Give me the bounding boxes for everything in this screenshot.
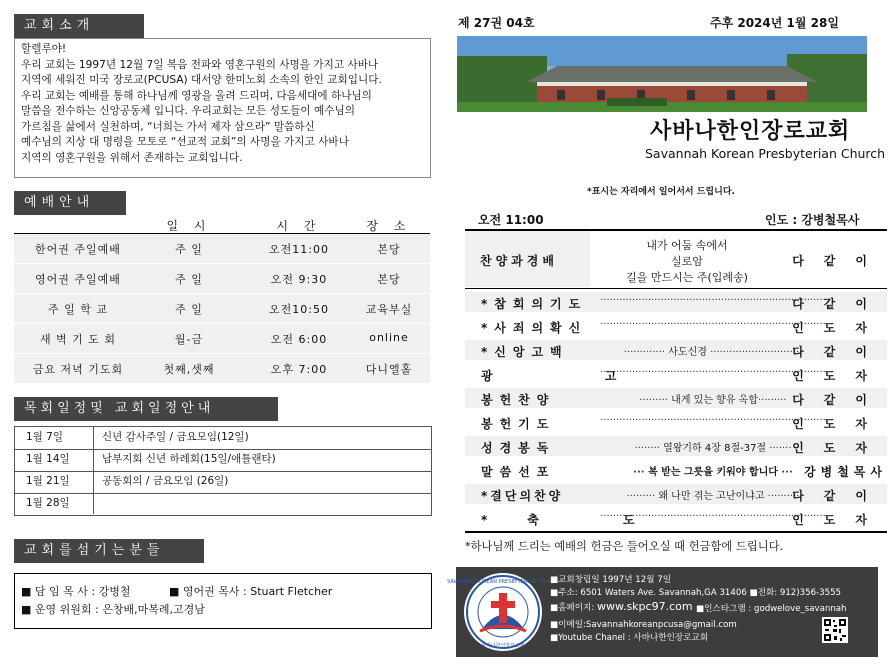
order-mid: ········· 내게 있는 향유 옥합········· (639, 395, 787, 406)
order-name: 성경봉독 (481, 441, 556, 455)
service-day: 주 일 (175, 303, 203, 316)
order-mid-text: 사도신경 (668, 347, 707, 358)
order-name: 광 고 (481, 369, 671, 383)
instagram-line: ■인스타그램 : godwelove_savannah (696, 604, 847, 614)
order-leader-dots: ······································································· (600, 367, 826, 378)
event-date: 1월 7일 (14, 426, 94, 448)
order-name: *축 도 (481, 513, 675, 527)
order-row (465, 508, 887, 528)
intro-box (14, 38, 431, 178)
order-person: 강병철목사 (804, 465, 887, 479)
homepage-link[interactable]: www.skpc97.com (596, 600, 693, 613)
service-name: 한어권 주일예배 (35, 243, 121, 256)
homepage-line (550, 600, 693, 613)
col-place: 장 소 (366, 219, 412, 233)
intro-line: 우리 교회는 1997년 12월 7일 복음 전파와 영혼구원의 사명을 가지고 사바나 (21, 58, 379, 71)
service-day: 월-금 (174, 333, 204, 346)
service-time: 오전11:00 (269, 243, 329, 256)
intro-header: 교회소개 (14, 14, 144, 38)
worship-columns (14, 217, 430, 233)
service-name: 금요 저녁 기도회 (32, 363, 124, 376)
worship-row (14, 264, 430, 293)
qr-code-image (822, 617, 848, 643)
committee-line: ■ 운영 위원회 : 은창배,마복례,고경남 (21, 603, 205, 616)
service-name: 새 벽 기 도 회 (39, 333, 117, 346)
order-leader-dots: ······································································· (600, 415, 826, 426)
order-person: 다같이 (792, 297, 887, 311)
order-mid-text: 왜 나만 겪는 고난이냐고 (658, 491, 765, 502)
order-name: 봉헌기도 (481, 417, 556, 431)
event-row (14, 426, 430, 448)
founded-line: ■교회창립일 1997년 12월 7일 (550, 575, 672, 585)
volume-number: 제 27권 04호 (458, 16, 535, 30)
order-mid-text: 복 받는 그릇을 키워야 합니다 (648, 467, 778, 478)
order-row (465, 364, 887, 384)
service-place: 다니엘홀 (365, 363, 413, 376)
pastor-line: ■ 담 임 목 사 : 강병철 (21, 585, 131, 598)
intro-line: 가르침을 삶에서 실천하며, “너희는 가서 제자 삼으라” 말씀하신 (21, 120, 315, 133)
order-leader-dots: ······································································· (600, 511, 826, 522)
event-text: 남부지회 신년 하례회(15일/애틀랜타) (102, 453, 276, 465)
order-name: *참회의기도 (481, 297, 588, 311)
event-date: 1월 21일 (14, 470, 94, 492)
order-leader-dots: ······································································· (600, 295, 826, 306)
service-time: 오전 9:30 (270, 273, 328, 286)
order-name: 봉헌찬양 (481, 393, 556, 407)
order-row (465, 484, 887, 504)
service-place: 본당 (377, 243, 401, 256)
praise-song: 실로암 (671, 255, 703, 268)
order-row (465, 388, 887, 408)
church-name-en: Savannah Korean Presbyterian Church (645, 146, 886, 161)
order-person: 인도자 (792, 513, 887, 527)
order-person: 인도자 (792, 321, 887, 335)
intro-line: 지역의 영혼구원을 위해서 존재하는 교회입니다. (21, 151, 243, 164)
youtube-line: ■Youtube Chanel : 사바나한인장로교회 (550, 633, 709, 643)
worship-row (14, 354, 430, 383)
order-person: 인도자 (792, 441, 887, 455)
intro-line: 예수님의 지상 대 명령을 모토로 “선교적 교회”의 사명을 가지고 사바나 (21, 136, 349, 148)
order-mid-text: 열왕기하 4장 8절-37절 (663, 443, 767, 454)
church-photo (457, 36, 867, 112)
event-text: 신년 감사주일 / 금요모임(12일) (102, 431, 249, 443)
intro-line: 우리 교회는 예배를 통해 하나님께 영광을 올려 드리며, 다음세대에 하나님의 (21, 89, 372, 102)
order-leader-dots: ······································································· (600, 319, 826, 330)
order-row (465, 340, 887, 360)
intro-text (15, 39, 430, 169)
order-row (465, 316, 887, 336)
order-mid: ········ 열왕기하 4장 8절-37절 ······· (634, 443, 792, 454)
praise-person: 다같이 (792, 254, 887, 268)
service-place: 본당 (377, 273, 401, 286)
email-line[interactable]: ■이메일:Savannahkoreanpcusa@gmail.com (550, 620, 737, 630)
service-leader: 인도 : 강병철목사 (765, 213, 860, 227)
event-row (14, 448, 430, 470)
service-day: 주 일 (175, 243, 203, 256)
order-bottom-rule (465, 531, 887, 533)
service-place: online (369, 331, 409, 344)
order-name: 말씀선포 (481, 465, 556, 479)
order-mid-text: 내게 있는 향유 옥합 (671, 395, 758, 406)
seal-text: SAVANNAH KOREAN PRESBYTERIAN CHURCH (447, 579, 559, 585)
service-name: 영어권 주일예배 (35, 273, 121, 286)
intro-line: 지역에 세워진 미국 장로교(PCUSA) 대서양 한미노회 소속의 한인 교회입니다. (21, 74, 382, 86)
col-day: 일 시 (166, 219, 212, 233)
praise-bottom-rule (465, 288, 887, 289)
praise-song: 길을 만드시는 주(입례송) (626, 271, 748, 284)
service-place: 교육부실 (365, 303, 413, 316)
church-seal-logo (447, 571, 559, 653)
praise-song: 내가 어둠 속에서 (646, 239, 728, 252)
address-line: ■주소: 6501 Waters Ave. Savannah,GA 31406 ■전화: 912)356-3555 (550, 588, 842, 598)
servants-header: 교회를섬기는분들 (14, 539, 204, 563)
order-row (465, 436, 887, 456)
service-time: 오전10:50 (269, 303, 329, 316)
order-mid: ··· 복 받는 그릇을 키워야 합니다 ··· (633, 467, 793, 478)
servants-box (14, 573, 432, 629)
church-info-footer (447, 567, 878, 657)
order-row (465, 412, 887, 432)
order-mid: ············· 사도신경 ····························· (623, 347, 803, 358)
order-person: 인도자 (792, 369, 887, 383)
service-day: 첫째,셋째 (163, 363, 215, 376)
homepage-label: ■홈페이지: (550, 603, 595, 613)
stand-note: *표시는 자리에서 일어서서 드립니다. (587, 187, 735, 197)
worship-row (14, 324, 430, 353)
order-row (465, 292, 887, 312)
col-time: 시 간 (276, 219, 322, 233)
worship-header: 예배안내 (14, 191, 126, 215)
order-name: *신앙고백 (481, 345, 569, 359)
service-name: 주 일 학 교 (48, 303, 108, 316)
service-day: 주 일 (175, 273, 203, 286)
order-name: *사죄의확신 (481, 321, 588, 335)
events-header: 목회일정및 교회일정안내 (14, 397, 278, 421)
order-mid: ········· 왜 나만 겪는 고난이냐고 ·········· (626, 491, 800, 502)
event-row (14, 470, 430, 492)
worship-row (14, 234, 430, 263)
intro-line: 말씀을 전수하는 신앙공동체 입니다. 우리교회는 모든 성도들이 예수님의 (21, 105, 355, 117)
service-time: 오후 7:00 (270, 363, 328, 376)
order-person: 인도자 (792, 417, 887, 431)
church-name-ko: 사바나한인장로교회 (650, 119, 851, 144)
intro-line: 할렐루야! (21, 43, 67, 55)
worship-row (14, 294, 430, 323)
order-person: 다같이 (792, 489, 887, 503)
order-person: 다같이 (792, 393, 887, 407)
event-row (14, 492, 430, 514)
bulletin-date: 주후 2024년 1월 28일 (710, 16, 839, 30)
english-pastor-line: ■ 영어권 목사 : Stuart Fletcher (169, 585, 333, 598)
service-time: 오전 11:00 (478, 213, 544, 227)
order-name: *결단의찬양 (481, 489, 564, 503)
event-date: 1월 28일 (14, 492, 94, 514)
praise-label: 찬양과경배 (480, 254, 558, 268)
seal-text-ko: 사바나한인장로교회 (481, 643, 525, 649)
offering-note: *하나님께 드리는 예배의 헌금은 들어오실 때 헌금함에 드립니다. (465, 540, 784, 553)
order-person: 다같이 (792, 345, 887, 359)
order-row (465, 460, 887, 480)
service-time: 오전 6:00 (270, 333, 328, 346)
event-text: 공동회의 / 금요모임 (26일) (102, 475, 229, 487)
event-date: 1월 14일 (14, 448, 94, 470)
